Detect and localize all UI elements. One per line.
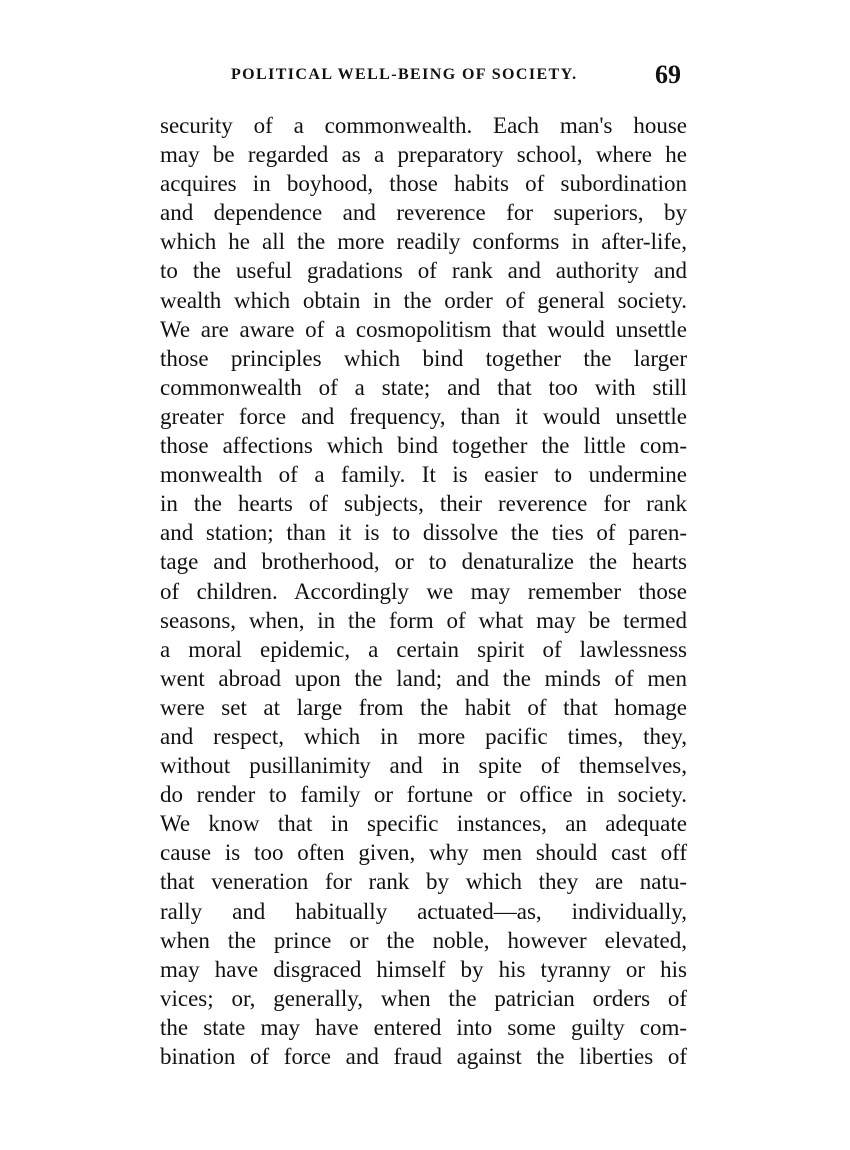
text-line: and dependence and reverence for superiors, by bbox=[160, 200, 687, 226]
text-line: to the useful gradations of rank and authority and bbox=[160, 258, 687, 284]
text-line: vices; or, generally, when the patrician orders of bbox=[160, 985, 687, 1011]
text-line: that veneration for rank by which they are natu- bbox=[160, 869, 687, 895]
text-line: seasons, when, in the form of what may be termed bbox=[160, 607, 687, 633]
text-line: cause is too often given, why men should cast off bbox=[160, 840, 687, 866]
text-line: do render to family or fortune or office in society. bbox=[160, 782, 687, 808]
page-number: 69 bbox=[655, 60, 681, 89]
text-line: of children. Accordingly we may remember those bbox=[160, 578, 687, 604]
running-title: POLITICAL WELL-BEING OF SOCIETY. bbox=[231, 66, 578, 83]
text-line: a moral epidemic, a certain spirit of lawlessness bbox=[160, 636, 687, 662]
text-line: may have disgraced himself by his tyranny or his bbox=[160, 956, 687, 982]
text-line: when the prince or the noble, however elevated, bbox=[160, 927, 687, 953]
text-line: may be regarded as a preparatory school, where he bbox=[160, 142, 687, 168]
text-line: wealth which obtain in the order of general society. bbox=[160, 287, 687, 313]
text-line: acquires in boyhood, those habits of subordination bbox=[160, 171, 687, 197]
text-line: security of a commonwealth. Each man's house bbox=[160, 113, 687, 138]
text-line: in the hearts of subjects, their reverence for rank bbox=[160, 491, 687, 517]
text-line: were set at large from the habit of that homage bbox=[160, 694, 687, 720]
text-line: without pusillanimity and in spite of themselves, bbox=[160, 753, 687, 779]
text-line: commonwealth of a state; and that too with still bbox=[160, 374, 687, 400]
running-head bbox=[160, 62, 687, 92]
text-line: those affections which bind together the little com- bbox=[160, 433, 687, 459]
text-line: and station; than it is to dissolve the ties of paren- bbox=[160, 520, 687, 546]
text-line: greater force and frequency, than it would unsettle bbox=[160, 403, 687, 429]
text-line: went abroad upon the land; and the minds of men bbox=[160, 665, 687, 691]
text-line: the state may have entered into some guilty com- bbox=[160, 1014, 687, 1040]
text-line: We know that in specific instances, an adequate bbox=[160, 811, 687, 837]
body-text bbox=[160, 111, 687, 1071]
text-line: tage and brotherhood, or to denaturalize the hearts bbox=[160, 549, 687, 575]
text-line: rally and habitually actuated—as, individually, bbox=[160, 898, 687, 924]
text-line: bination of force and fraud against the liberties of bbox=[160, 1044, 687, 1069]
text-line: which he all the more readily conforms in after-life, bbox=[160, 229, 687, 255]
text-line: We are aware of a cosmopolitism that would unsettle bbox=[160, 316, 687, 342]
text-line: those principles which bind together the larger bbox=[160, 345, 687, 371]
text-line: monwealth of a family. It is easier to undermine bbox=[160, 462, 687, 488]
text-line: and respect, which in more pacific times, they, bbox=[160, 723, 687, 749]
